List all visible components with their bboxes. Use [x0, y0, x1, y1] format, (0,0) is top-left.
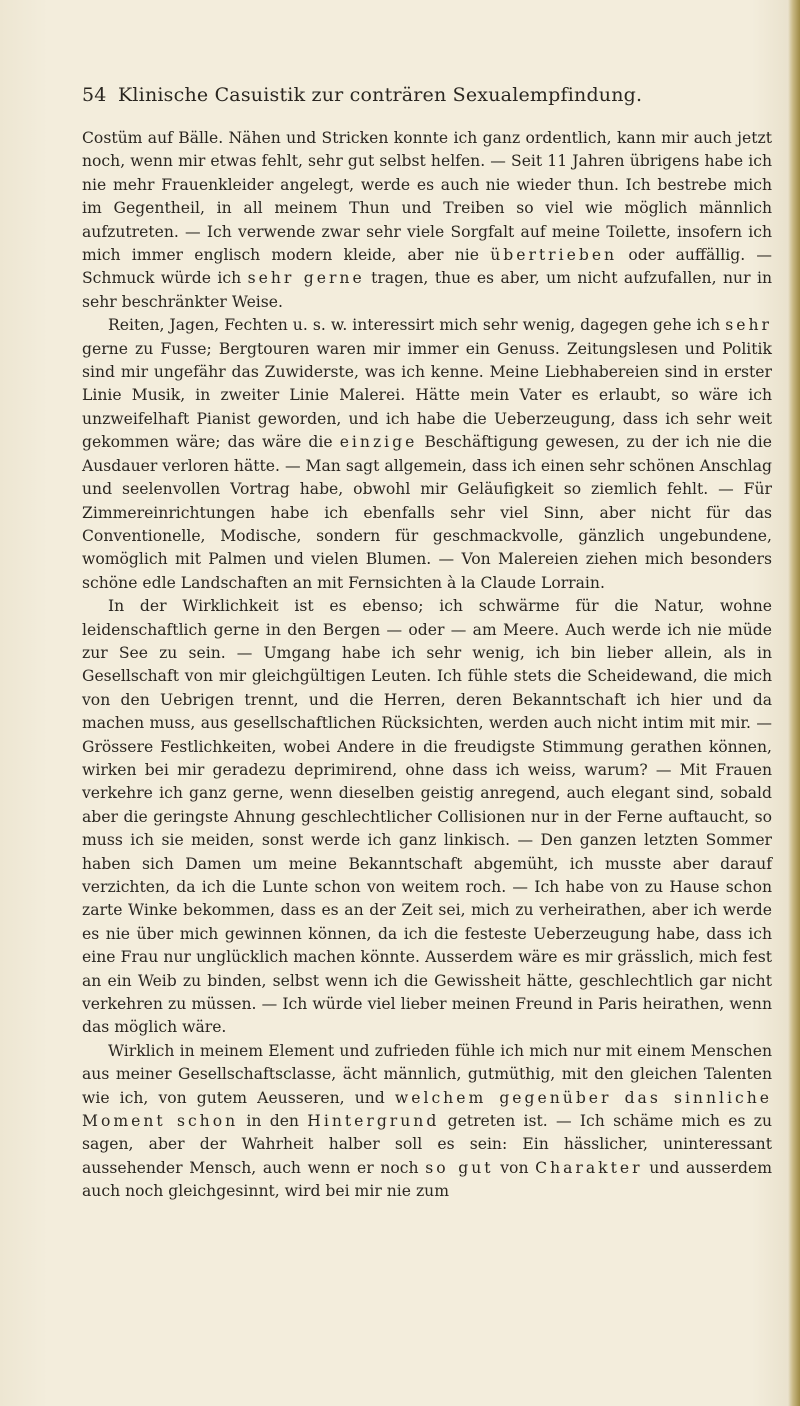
spaced-emphasis: so gut	[425, 1158, 494, 1177]
text-run: In der Wirklichkeit ist es ebenso; ich schwärme für die Natur, wohne leidenschaftlich gerne in den Bergen — oder — am Meere. Auch werde ich nie müde zur See zu sein. — Umgang habe ich sehr wenig, ich bin lieber allein, als in Gesellschaft von mir gleichgültigen Leuten. Ich fühle stets die Scheidewand, die mich von den Uebrigen trennt, und die Herren, deren Bekanntschaft ich hier und da machen muss, aus gesellschaftlichen Rücksichten, werden auch nicht intim mit mir. — Grössere Festlichkeiten, wobei Andere in die freudigste Stimmung gerathen können, wirken bei mir geradezu deprimirend, ohne dass ich weiss, warum? — Mit Frauen verkehre ich ganz gerne, wenn dieselben geistig anregend, auch elegant sind, sobald aber die geringste Ahnung geschlechtlicher Collisionen nur in der Ferne auftaucht, so muss ich sie meiden, sonst werde ich ganz linkisch. — Den ganzen letzten Sommer haben sich Damen um meine Bekanntschaft abgemüht, ich musste aber darauf verzichten, da ich die Lunte schon von weitem roch. — Ich habe von zu Hause schon zarte Winke bekommen, dass es an der Zeit sei, mich zu verheirathen, aber ich werde es nie über mich gewinnen können, da ich die festeste Ueberzeugung habe, dass ich eine Frau nur unglücklich machen könnte. Ausserdem wäre es mir grässlich, mich fest an ein Weib zu binden, selbst wenn ich die Gewissheit hätte, geschlechtlich gar nicht verkehren zu müssen. — Ich würde viel lieber meinen Freund in Paris heirathen, wenn das möglich wäre.	[82, 597, 772, 1037]
paragraph-1	[82, 127, 772, 314]
body-text	[82, 127, 772, 1204]
paragraph-3	[82, 595, 772, 1040]
paragraph-2	[82, 314, 772, 595]
text-run: Beschäftigung gewesen, zu der ich nie die Ausdauer verloren hätte. — Man sagt allgemein, dass ich einen sehr schönen Anschlag und seelenvollen Vortrag habe, obwohl mir Geläufigkeit so ziemlich fehlt. — Für Zimmereinrichtungen habe ich ebenfalls sehr viel Sinn, aber nicht für das Conventionelle, Modische, sondern für geschmackvolle, gänzlich ungebundene, womöglich mit Palmen und vielen Blumen. — Von Malereien ziehen mich besonders schöne edle Landschaften an mit Fernsichten à la Claude Lorrain.	[82, 433, 772, 592]
text-run: oder auffällig. — Schmuck würde ich	[82, 246, 773, 288]
spaced-emphasis: Charakter	[535, 1158, 643, 1177]
text-run: gerne zu Fusse; Bergtouren waren mir immer ein Genuss. Zeitungslesen und Politik sind mir ungefähr das Zuwiderste, was ich kenne. Meine Liebhabereien sind in erster Linie Musik, in zweiter Linie Malerei. Hätte mein Vater es erlaubt, so wäre ich unzweifelhaft Pianist geworden, und ich habe die Ueberzeugung, dass ich sehr weit gekommen wäre; das wäre die	[82, 339, 772, 452]
text-run: getreten ist. — Ich schäme mich es zu sagen, aber der Wahrheit halber soll es sein: Ein hässlicher, uninteressant aussehender Mensch, auch wenn er noch	[82, 1112, 772, 1177]
spaced-emphasis: Hintergrund	[307, 1112, 440, 1131]
text-run: tragen, thue es aber, um nicht aufzufallen, nur in sehr beschränkter Weise.	[82, 269, 772, 311]
page-edge	[788, 0, 800, 1406]
spaced-emphasis: welchem gegenüber das sinnliche Moment schon	[82, 1088, 772, 1131]
text-run: von	[493, 1158, 536, 1177]
spaced-emphasis: übertrieben	[490, 246, 618, 265]
running-header	[82, 84, 682, 114]
text-run: in den	[238, 1112, 308, 1131]
spaced-emphasis: sehr	[725, 316, 772, 335]
text-run: Reiten, Jagen, Fechten u. s. w. interessirt mich sehr wenig, dagegen gehe ich	[108, 316, 726, 335]
page-number: 54	[82, 84, 107, 106]
spaced-emphasis: sehr gerne	[247, 269, 365, 288]
spaced-emphasis: einzige	[339, 433, 418, 452]
text-run: Wirklich in meinem Element und zufrieden fühle ich mich nur mit einem Menschen aus meiner Gesellschaftsclasse, ächt männlich, gutmüthig, mit den gleichen Talenten wie ich, von gutem Aeusseren, und	[82, 1041, 772, 1107]
text-run: und ausserdem auch noch gleichgesinnt, wird bei mir nie zum	[82, 1158, 773, 1201]
text-run: Costüm auf Bälle. Nähen und Stricken konnte ich ganz ordentlich, kann mir auch jetzt noch, wenn mir etwas fehlt, sehr gut selbst helfen. — Seit 11 Jahren übrigens habe ich nie mehr Frauenkleider angelegt, werde es auch nie wieder thun. Ich bestrebe mich im Gegentheil, in all meinem Thun und Treiben so viel wie möglich männlich aufzutreten. — Ich verwende zwar sehr viele Sorgfalt auf meine Toilette, insofern ich mich immer englisch modern kleide, aber nie	[82, 129, 772, 265]
running-title: Klinische Casuistik zur conträren Sexualempfindung.	[118, 84, 643, 106]
paragraph-4	[82, 1040, 772, 1204]
